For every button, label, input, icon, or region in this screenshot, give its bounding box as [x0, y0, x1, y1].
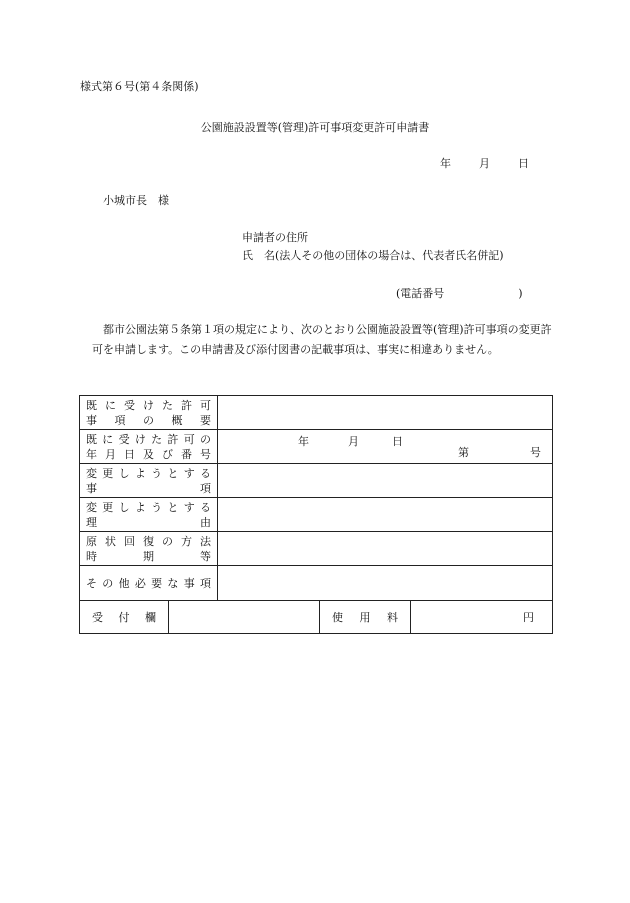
label-other-items: その他必要な事項 — [80, 566, 218, 601]
label-prior-permit-summary: 既に受けた許可 事項の概要 — [80, 396, 218, 430]
phone-open: (電話番号 — [396, 287, 445, 300]
input-change-reason[interactable] — [218, 498, 553, 532]
table-row — [80, 532, 553, 566]
declaration-text: 都市公園法第５条第１項の規定により、次のとおり公園施設設置等(管理)許可事項の変更許可を申請します。この申請書及び添付図書の記載事項は、事実に相違ありません。 — [92, 323, 552, 356]
table-row — [80, 601, 553, 634]
application-table — [79, 395, 553, 634]
input-usage-fee[interactable] — [411, 601, 553, 634]
table-row — [80, 498, 553, 532]
table-row — [80, 464, 553, 498]
phone-number-field — [396, 287, 523, 301]
table-row — [80, 566, 553, 601]
date-day: 日 — [518, 157, 529, 170]
input-change-items[interactable] — [218, 464, 553, 498]
input-other-items[interactable] — [218, 566, 553, 601]
label-change-reason: 変更しようとする 理由 — [80, 498, 218, 532]
date-month: 月 — [479, 157, 490, 170]
form-number: 様式第６号(第４条関係) — [80, 80, 199, 93]
input-reception[interactable] — [169, 601, 320, 634]
label-prior-permit-date-number: 既に受けた許可の 年月日及び番号 — [80, 430, 218, 464]
applicant-name-label: 氏 名(法人その他の団体の場合は、代表者氏名併記) — [242, 249, 504, 262]
input-restoration-method[interactable] — [218, 532, 553, 566]
label-reception: 受付欄 — [80, 601, 169, 634]
addressee: 小城市長 様 — [103, 194, 169, 207]
input-prior-permit-date-number[interactable]: 年 月 日 第 号 — [218, 430, 553, 464]
date-year: 年 — [440, 157, 451, 170]
label-change-items: 変更しようとする 事項 — [80, 464, 218, 498]
label-usage-fee: 使用料 — [320, 601, 411, 634]
table-row — [80, 430, 553, 464]
table-row — [80, 396, 553, 430]
input-prior-permit-summary[interactable] — [218, 396, 553, 430]
applicant-address-label: 申請者の住所 — [242, 231, 308, 244]
document-title: 公園施設設置等(管理)許可事項変更許可申請書 — [200, 121, 430, 134]
phone-close: ) — [518, 287, 523, 300]
application-date — [440, 157, 529, 171]
label-restoration-method: 原状回復の方法 時期等 — [80, 532, 218, 566]
yen-unit: 円 — [523, 611, 535, 624]
